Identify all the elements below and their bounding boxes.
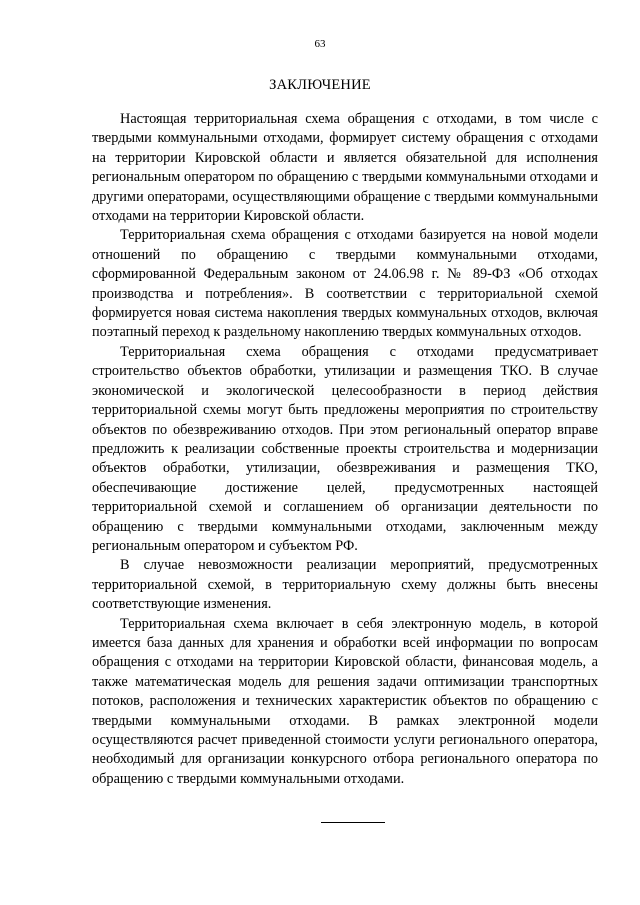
paragraph: В случае невозможности реализации мероприятий, предусмотренных территориальной схемой, в территориальную схему должны быть внесены соответствующие изменения. [92,557,598,613]
paragraph: Территориальная схема обращения с отходами предусматривает строительство объектов обработки, утилизации и размещения ТКО. В случае экономической и экологической целесообразности в период действия территориальной схемы могут быть предложены мероприятия по строительству объектов по обезвреживанию отходов. При этом региональный оператор вправе предложить к реализации собственные проекты строительства и модернизации объектов обработки, утилизации, обезвреживания и размещения ТКО, обеспечивающие достижение целей, предусмотренных настоящей территориальной схемой и соглашением об организации деятельности по обращению с твердыми коммунальными отходами, заключенным между региональным оператором и субъектом РФ. [92,343,598,554]
paragraph: Настоящая территориальная схема обращения с отходами, в том числе с твердыми коммунальными отходами, формирует систему обращения с отходами на территории Кировской области и является обязательной для исполнения региональным оператором по обращению с твердыми коммунальными отходами и другими операторами, осуществляющими обращение с твердыми коммунальными отходами на территории Кировской области. [92,111,598,225]
closing-rule [321,822,385,823]
body-text [92,110,598,789]
paragraph: Территориальная схема включает в себя электронную модель, в которой имеется база данных для хранения и обработки всей информации по вопросам обращения с отходами на территории Кировской области, финансовая модель, а также математическая модель для решения задачи оптимизации транспортных потоков, расположения и технических характеристик объектов по обращению с твердыми коммунальными отходами. В рамках электронной модели осуществляются расчет приведенной стоимости услуги регионального оператора, необходимый для организации конкурсного отбора регионального оператора по обращению с твердыми коммунальными отходами. [92,615,598,787]
page-number: 63 [314,38,326,50]
paragraph: Территориальная схема обращения с отходами базируется на новой модели отношений по обращению с твердыми коммунальными отходами, сформированной Федеральным законом от 24.06.98 г. № 89-ФЗ «Об отходах производства и потребления». В соответствии с территориальной схемой формируется новая система накопления твердых коммунальных отходов, включая поэтапный переход к раздельному накоплению твердых коммунальных отходов. [92,227,598,341]
section-heading: ЗАКЛЮЧЕНИЕ [269,77,371,93]
